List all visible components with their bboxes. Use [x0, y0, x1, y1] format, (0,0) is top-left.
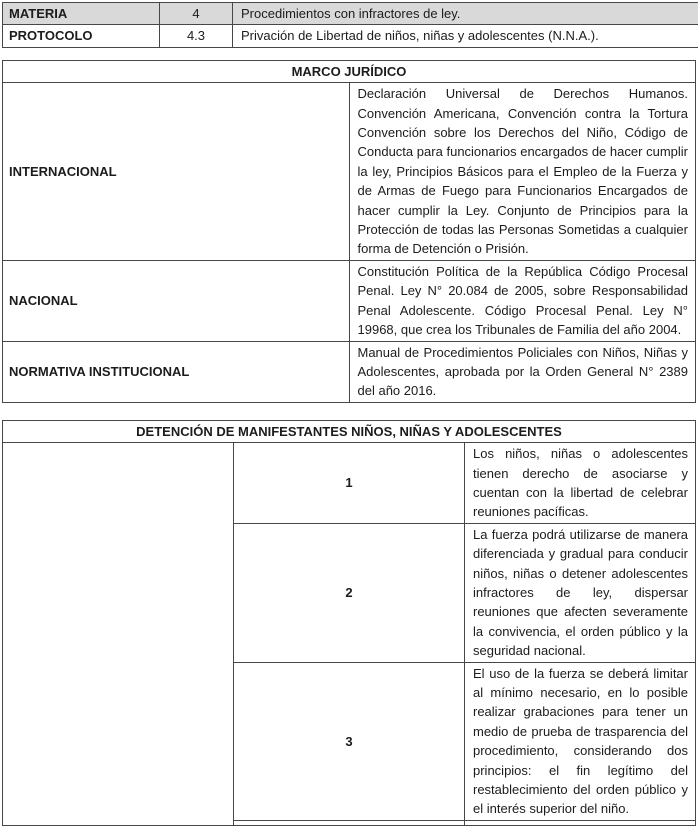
normativa-institucional-text: Manual de Procedimientos Policiales con Niños, Niñas y Adolescentes, aprobada por la Orden General N° 2389 del año 2016.	[349, 341, 696, 402]
marco-juridico-header-row	[3, 60, 696, 82]
detencion-row-3-text: El uso de la fuerza se deberá limitar al mínimo necesario, en lo posible realizar grabaciones para tener un medio de prueba de trasparencia del procedimiento, considerando dos principios: el fin legítimo del restablecimiento del orden público y el interés superior del niño.	[465, 662, 696, 820]
detencion-row-1-number: 1	[234, 443, 465, 524]
detencion-left-empty-cell	[3, 443, 234, 826]
internacional-label: INTERNACIONAL	[3, 83, 350, 261]
document-page	[0, 2, 698, 565]
normativa-institucional-label: NORMATIVA INSTITUCIONAL	[3, 341, 350, 402]
marco-juridico-title: MARCO JURÍDICO	[3, 60, 696, 82]
detencion-row-3-number: 3	[234, 662, 465, 820]
protocolo-number: 4.3	[160, 25, 233, 47]
detencion-manifestantes-table	[2, 420, 696, 826]
detencion-row-2-text: La fuerza podrá utilizarse de manera diferenciada y gradual para conducir niños, niñas o detener adolescentes infractores de ley, dispersar reuniones que afecten severamente la convivencia, el orden público y la seguridad nacional.	[465, 523, 696, 662]
materia-row	[3, 3, 698, 25]
detencion-row-1	[3, 443, 696, 524]
materia-label: MATERIA	[3, 3, 160, 25]
normativa-institucional-row	[3, 341, 696, 402]
materia-description: Procedimientos con infractores de ley.	[233, 3, 698, 25]
internacional-text: Declaración Universal de Derechos Humanos. Convención Americana, Convención contra la Tortura Convención sobre los Derechos del Niño, Código de Conducta para funcionarios encargados de hacer cumplir la ley, Principios Básicos para el Empleo de la Fuerza y de Armas de Fuego para Funcionarios Encargados de hacer cumplir la Ley. Conjunto de Principios para la Protección de todas las Personas Sometidas a cualquier forma de Detención o Prisión.	[349, 83, 696, 261]
protocolo-label: PROTOCOLO	[3, 25, 160, 47]
detencion-row-1-text: Los niños, niñas o adolescentes tienen derecho de asociarse y cuentan con la libertad de celebrar reuniones pacíficas.	[465, 443, 696, 524]
detencion-header-row	[3, 420, 696, 442]
nacional-text: Constitución Política de la República Código Procesal Penal. Ley N° 20.084 de 2005, sobre Responsabilidad Penal Adolescente. Código Procesal Penal. Ley N° 19968, que crea los Tribunales de Familia del año 2004.	[349, 260, 696, 341]
detencion-row-4-number	[234, 820, 465, 825]
materia-protocolo-table	[2, 2, 698, 48]
nacional-row	[3, 260, 696, 341]
detencion-row-2-number: 2	[234, 523, 465, 662]
detencion-row-4-text	[465, 820, 696, 825]
protocolo-description: Privación de Libertad de niños, niñas y adolescentes (N.N.A.).	[233, 25, 698, 47]
materia-number: 4	[160, 3, 233, 25]
internacional-row	[3, 83, 696, 261]
protocolo-row	[3, 25, 698, 47]
nacional-label: NACIONAL	[3, 260, 350, 341]
detencion-title: DETENCIÓN DE MANIFESTANTES NIÑOS, NIÑAS Y ADOLESCENTES	[3, 420, 696, 442]
marco-juridico-table	[2, 60, 696, 403]
